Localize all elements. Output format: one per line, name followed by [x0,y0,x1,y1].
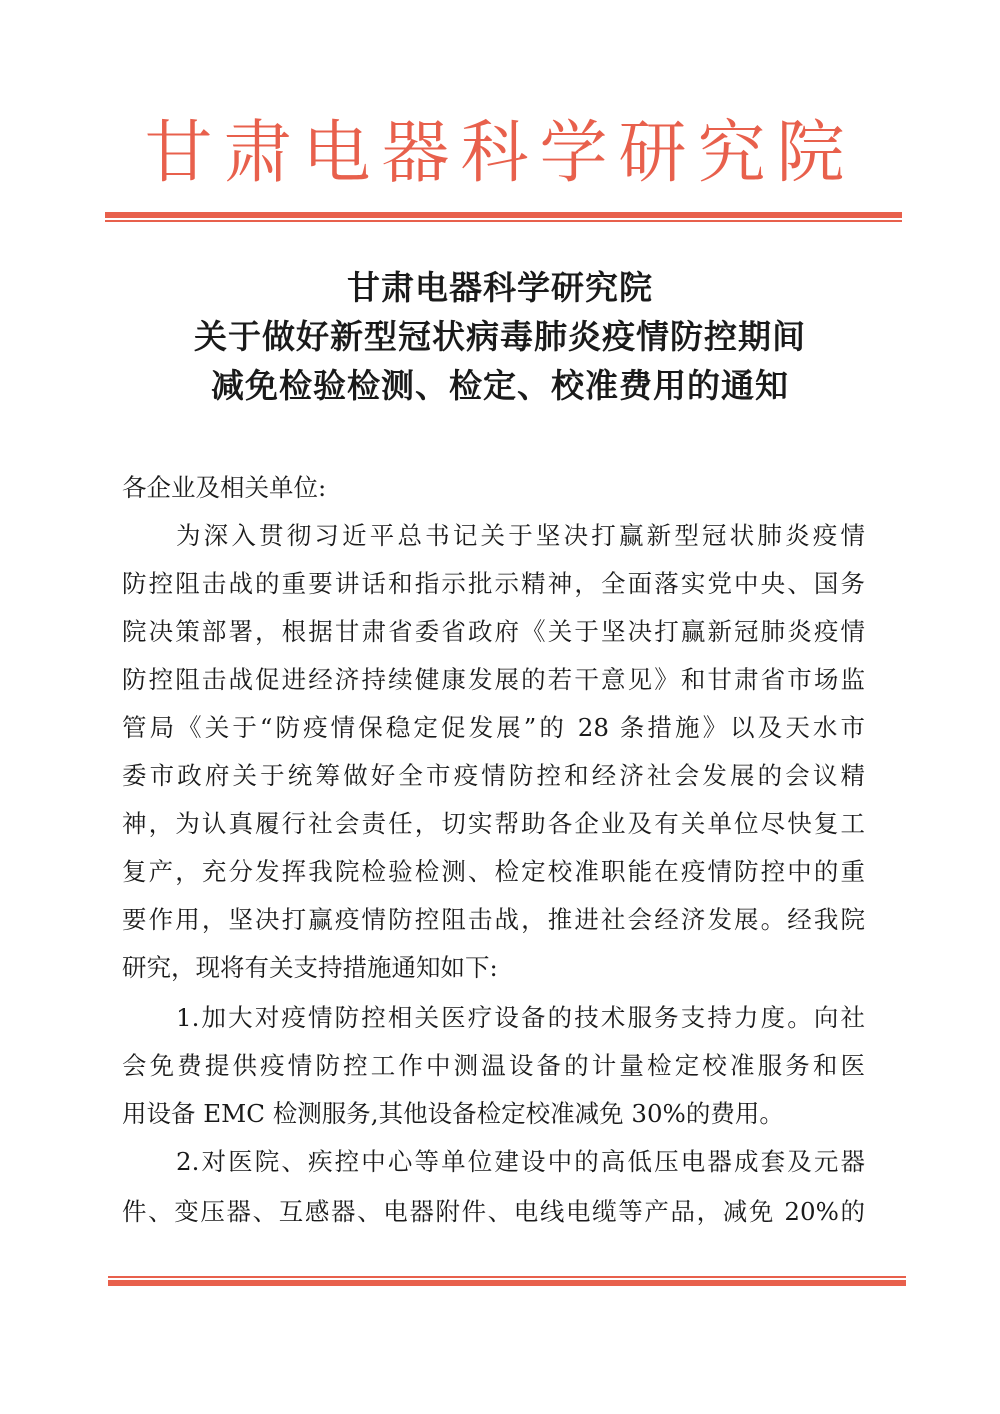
header-rule-thin [105,220,902,222]
measure-1-line: 用设备 EMC 检测服务,其他设备检定校准减免 30%的费用。 [122,1099,784,1128]
footer-rule-thin [108,1276,906,1278]
body-line: 神，为认真履行社会责任，切实帮助各企业及有关单位尽快复工 [122,809,865,838]
body-line: 防控阻击战促进经济持续健康发展的若干意见》和甘肃省市场监 [122,665,865,694]
letterhead-organization: 甘肃电器科学研究院 [144,114,856,193]
body-line: 复产，充分发挥我院检验检测、检定校准职能在疫情防控中的重 [122,857,865,886]
notice-title-line: 减免检验检测、检定、校准费用的通知 [211,366,789,405]
salutation: 各企业及相关单位: [122,473,327,502]
body-line: 院决策部署，根据甘肃省委省政府《关于坚决打赢新冠肺炎疫情 [122,617,865,646]
body-line: 委市政府关于统筹做好全市疫情防控和经济社会发展的会议精 [122,761,865,790]
header-rule-thick [105,212,902,218]
measure-1-line: 1.加大对疫情防控相关医疗设备的技术服务支持力度。向社 [176,1003,865,1032]
footer-rule-thick [108,1280,906,1286]
body-line: 防控阻击战的重要讲话和指示批示精神，全面落实党中央、国务 [122,569,865,598]
notice-title-line: 甘肃电器科学研究院 [347,268,653,307]
body-line: 要作用，坚决打赢疫情防控阻击战，推进社会经济发展。经我院 [122,905,865,934]
body-line: 管局《关于“防疫情保稳定促发展”的 28 条措施》以及天水市 [122,713,865,742]
body-line: 为深入贯彻习近平总书记关于坚决打赢新型冠状肺炎疫情 [176,521,865,550]
measure-1-line: 会免费提供疫情防控工作中测温设备的计量检定校准服务和医 [122,1051,865,1080]
body-line: 研究，现将有关支持措施通知如下: [122,953,498,982]
measure-2-line: 2.对医院、疾控中心等单位建设中的高低压电器成套及元器 [176,1147,865,1176]
measure-2-line: 件、变压器、互感器、电器附件、电线电缆等产品，减免 20%的 [122,1197,865,1226]
notice-title-line: 关于做好新型冠状病毒肺炎疫情防控期间 [194,317,806,356]
